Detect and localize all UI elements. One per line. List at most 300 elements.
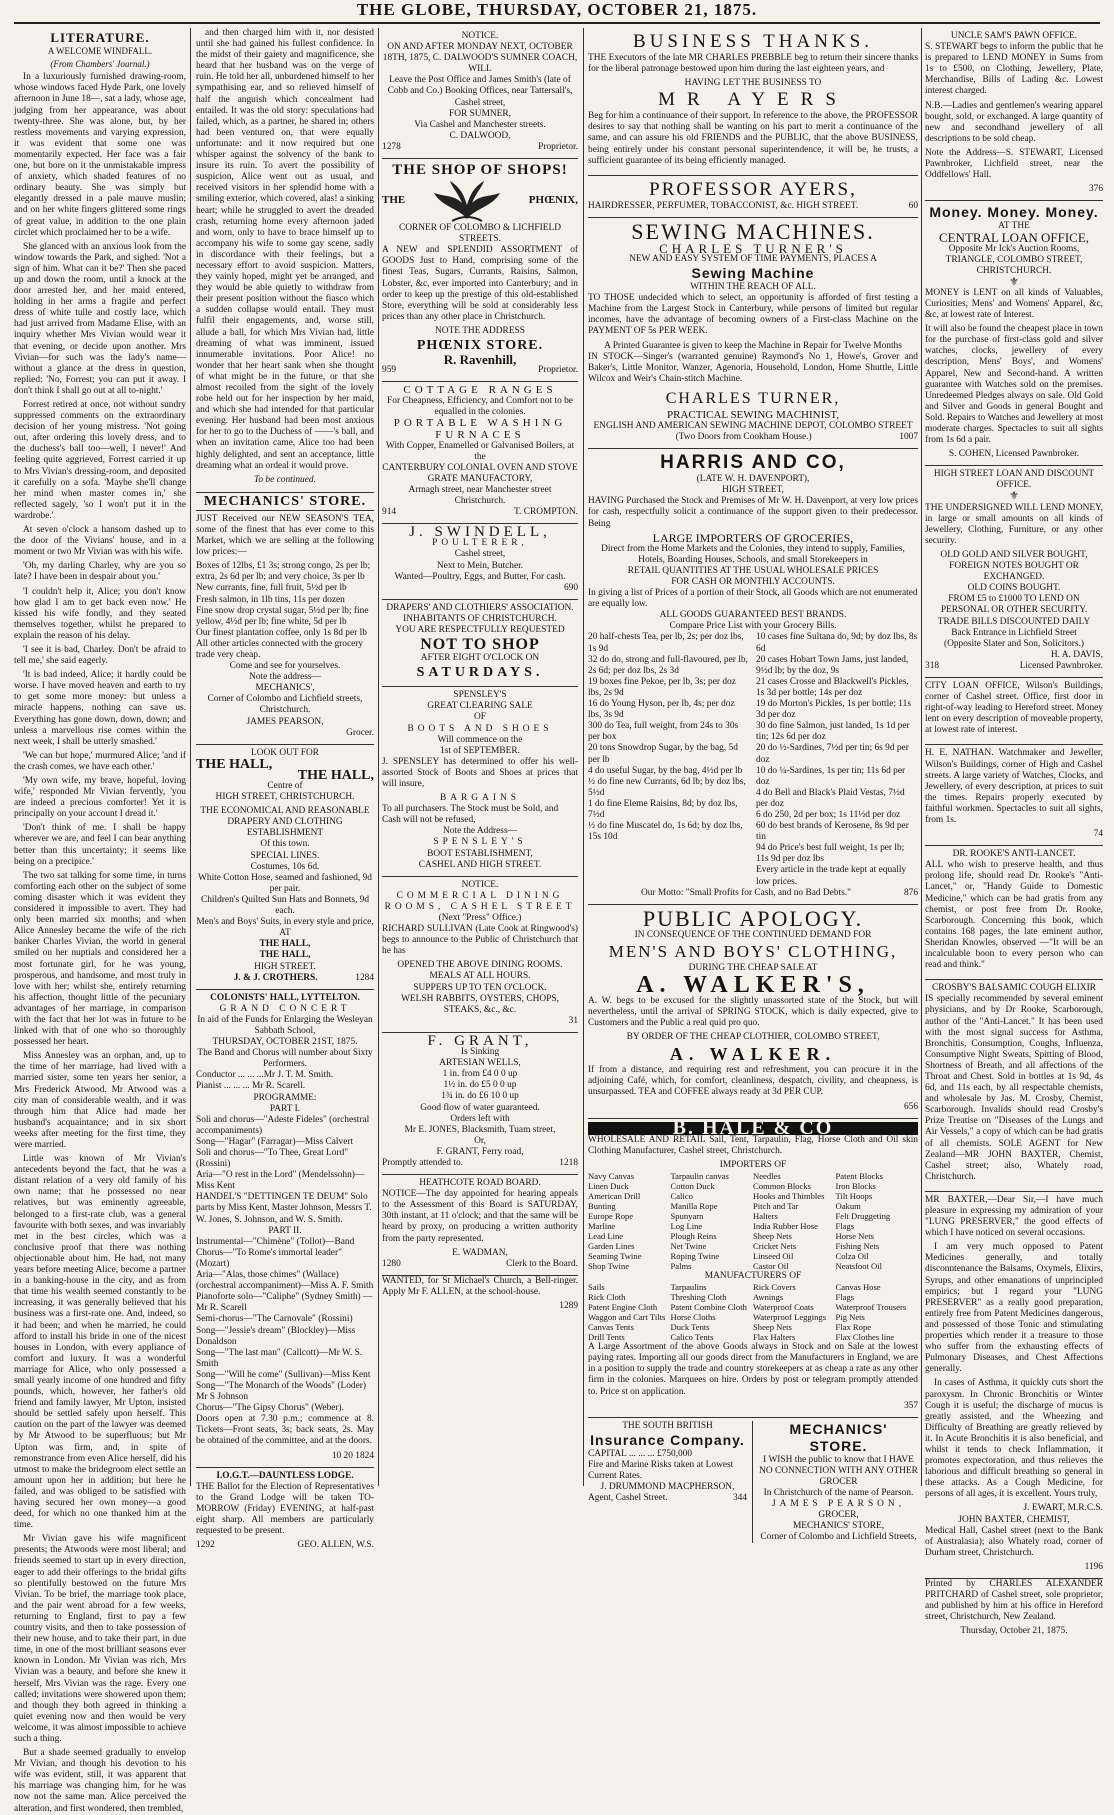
manufacturer-item: Horse Cloths	[670, 1312, 716, 1323]
ad-the-hall	[196, 745, 374, 990]
ad-text: COMMERCIAL DINING ROOMS, CASHEL STREET	[384, 890, 576, 912]
ad-text: A. W. begs to be excused for the slightly unassorted state of the Stock, but will nevertheless, until the arrival of SPRING STOCK, which is daily expected, give to Customers and the Public a real quid pro quo.	[588, 995, 918, 1029]
manufacturer-item: Canvas Hose	[835, 1282, 881, 1293]
manufacturer-item: Pig Nets	[835, 1312, 865, 1323]
ad-text: If from a distance, and requiring rest and refreshment, you can procure it in the adjoining Café, which, for comfort, cleanliness, despatch, civility, and cheapness, is unsurpassed. TEA and COFFEE always ready at 3d PER CUP.	[588, 1065, 918, 1098]
manufacturer-item: Canvas Tents	[588, 1322, 634, 1333]
price-line: 4 do Bell and Black's Plaid Vestas, 7½d per doz	[756, 787, 905, 809]
paragraph: 'Don't think of me. I shall be happy wherever we are, and feel I can bear anything better than this uncertainty; it seems like being on a precipice.'	[14, 823, 186, 867]
price-line: 20 tons Snowdrop Sugar, by the bag, 5d per lb	[588, 743, 738, 765]
ad-text: CASHEL AND HIGH STREET.	[418, 859, 542, 870]
price-line: 32 do do, strong and full-flavoured, per lb, 2s 6d; per doz lbs, 2s 3d	[588, 654, 748, 676]
ad-text: NEW AND EASY SYSTEM OF TIME PAYMENTS, PLACES A	[629, 253, 877, 264]
programme-item: HANDEL'S "DETTINGEN TE DEUM" Solo parts by Miss Kent, Master Johnson, Messrs T. W. Jones, S. Johnson, and W. S. Smith.	[196, 1192, 372, 1225]
ad-text: MONEY is LENT on all kinds of Valuables, Curiosities, Mens' and Womens' Apparel, &c, &c, at lowest rate of Interest.	[925, 287, 1103, 321]
importer-item: Europe Rope	[588, 1211, 634, 1222]
ad-central-loan	[925, 201, 1103, 466]
importer-item: Common Blocks	[753, 1181, 812, 1192]
importer-item: Halters	[753, 1211, 778, 1222]
ad-text: Proprietor.	[538, 141, 578, 152]
importer-item: Needles	[753, 1171, 781, 1182]
ad-signature: S. COHEN, Licensed Pawnbroker.	[948, 449, 1080, 460]
ad-text: THE	[382, 194, 406, 207]
ad-subtitle: GRAND CONCERT	[219, 1003, 351, 1014]
ad-mechanics-store-2	[759, 1421, 918, 1544]
ad-text: In aid of the Funds for Enlarging the Wesleyan Sabbath School,	[197, 1014, 373, 1036]
ad-number: 1278	[382, 141, 401, 152]
ad-title: CENTRAL LOAN OFFICE,	[938, 230, 1090, 246]
ad-title: PROFESSOR AYERS,	[649, 178, 857, 200]
ad-text: To all purchasers. The Stock must be Sold, and Cash will not be refused,	[382, 804, 559, 826]
price-line: 6 do 250, 2d per box; 1s 11½d per doz	[756, 809, 901, 820]
importer-item: Plough Reins	[670, 1231, 717, 1242]
ad-concert	[196, 990, 374, 1468]
section-title: LITERATURE.	[50, 30, 150, 45]
ad-text: A NEW and SPLENDID ASSORTMENT of GOODS Just to Hand, comprising some of the finest Teas, Sugars, Currants, Raisins, Salmon, Lobster, &c, ever imported into Canterbury; and in order to keep up the prestige of this old-established Store, everything will be sold at considerably less prices than any other place in Christchurch.	[382, 245, 578, 322]
ad-text: FOR CASH OR MONTHLY ACCOUNTS.	[671, 577, 835, 587]
column-4	[588, 28, 918, 1543]
ad-title: Sewing Machine	[691, 265, 815, 282]
manufacturer-item: Rick Covers	[753, 1282, 796, 1293]
ad-text: In giving a list of Prices of a portion of their Stock, all Goods which are not enumerated are equally low.	[588, 588, 918, 610]
programme-item: Instrumental—"Chimène" (Tollot)—Band	[196, 1236, 355, 1247]
ad-text: (Two Doors from Cookham House.)	[675, 432, 812, 443]
ad-text: PROGRAMME:	[253, 1092, 317, 1103]
price-line: 19 do Morton's Pickles, 1s per bottle; 11s 3d per doz	[756, 699, 911, 721]
ad-text: BOOTS AND SHOES	[407, 723, 553, 734]
ad-number: 876	[903, 887, 918, 898]
ad-text: HIGH STREET,	[722, 485, 784, 496]
ad-text: SUPPERS UP TO TEN O'CLOCK.	[413, 982, 547, 993]
ad-nathan	[925, 745, 1103, 846]
price-line: 60 do best brands of Kerosene, 8s 9d per tin	[756, 821, 909, 843]
manufacturer-item: Calico Tents	[670, 1332, 714, 1343]
importer-item: Marline	[588, 1221, 616, 1232]
programme-item: Song—"The last man" (Callcott)—Mr W. S. Smith	[196, 1347, 363, 1369]
ad-text: OLD GOLD AND SILVER BOUGHT, FOREIGN NOTES BOUGHT OR EXCHANGED.	[940, 549, 1088, 583]
ad-number: 60	[908, 200, 918, 211]
ad-text: THE Ballot for the Election of Representatives to the Grand Lodge will be taken TO-MORROW (Friday) EVENING, at half-past eight sharp. All members are particularly requested to be present.	[196, 1481, 374, 1537]
ad-text: WITHIN THE REACH OF ALL.	[690, 282, 816, 293]
well-price: 1 in. from £4 0 0 up	[442, 1069, 518, 1080]
manufacturer-item: Flax Rope	[835, 1322, 872, 1333]
importer-item: Iron Blocks	[835, 1181, 876, 1192]
manufacturer-item: Sheep Nets	[753, 1322, 792, 1333]
ad-anti-lancet	[925, 846, 1103, 980]
ad-title: SEWING MACHINES.	[631, 218, 875, 244]
ad-text: (Opposite Slater and Son, Solicitors.)	[943, 638, 1085, 649]
importer-item: Manilla Rope	[670, 1201, 718, 1212]
ad-text: PART I.	[269, 1103, 301, 1114]
ad-title: THE SHOP OF SHOPS!	[392, 162, 568, 179]
ad-spensley	[382, 687, 578, 877]
ad-number: 357	[903, 1400, 918, 1411]
ad-title: UNCLE SAM'S PAWN OFFICE.	[950, 31, 1078, 41]
story-source: (From Chambers' Journal.)	[50, 59, 150, 70]
programme-item: Aria—"O rest in the Lord" (Mendelssohn)—Miss Kent	[196, 1170, 365, 1192]
paragraph: Forrest retired at once, not without sundry suppressed comments on the extraordinary decision of her young mistress. 'Not going out, after ordering this lovely dress, and to the duchess's ball too—well, I never!' And feeling quite aggrieved, Forrest carried it up to Mrs Vivian's dressing-room, and deposited it carefully on a sofa. 'Maybe she'll change her mind when master comes in,' she reflected sagely, 'so I won't put it in the wardrobe.'	[14, 400, 186, 521]
ad-text: ON AND AFTER MONDAY NEXT, OCTOBER 18TH, 1875, C. DALWOOD'S SUMNER COACH,	[382, 42, 578, 64]
ad-text: Come and see for yourselves.	[229, 661, 341, 672]
column-2	[196, 28, 374, 1551]
paragraph: 'Oh, my darling Charley, why are you so late? I have been in despair about you.'	[14, 561, 186, 583]
price-line: 4 do useful Sugar, by the bag, 4½d per lb	[588, 765, 743, 776]
pawn-balls-icon: ⚜	[1009, 275, 1019, 288]
paragraph: 'I couldn't help it, Alice; you don't know how glad I am to get back even now.' He kissed his wife fondly, and they seated themselves together, whilst he prepared to explain the reason of his delay.	[14, 586, 186, 641]
manufacturer-item: Duck Tents	[670, 1322, 710, 1333]
imprint-date: Thursday, October 21, 1875.	[960, 1626, 1068, 1637]
ad-text: I am very much opposed to Patent Medicines generally, and totally disconntenance the Balsams, Oxymels, Elixirs, Syrups, and other emanations of unprincipled empirics; but I regard your "LUNG PRESERVER" as a really good preparation, entirely free from Patent Medicines dangerous, and possessed of those Tonic and stimulating properties which render it a treasure to those who suffer from the exhausting effects of Pulmonary Diseases, and Chest Affections generally.	[925, 1242, 1103, 1375]
price-line: 1 do fine Eleme Raisins, 8d; by doz lbs, 7½d	[588, 798, 738, 820]
ad-poulterer	[382, 524, 578, 600]
ad-text: Fire and Marine Risks taken at Lowest Current Rates.	[588, 1459, 734, 1481]
ad-title: CROSBY'S BALSAMIC COUGH ELIXIR	[932, 983, 1096, 994]
ad-text: Centre of	[267, 781, 303, 791]
paragraph: But a shade seemed gradually to envelop Mr Vivian, and though his devotion to his wife was evident, still, it was apparent that his marriage was changing him, for he was now not the same man. Alice perceived the alteration, and first wondered, then trembled,	[14, 1748, 186, 1814]
ad-text: PHŒNIX,	[528, 194, 578, 207]
paragraph: and then charged him with it, nor desisted until she had gained his fullest confidence. In the midst of their gaiety and magnificence, she heard that her husband was on the verge of ruin. He told her all, unburdened himself to her sympathising ear, and so relieved himself of half the anguish which concealment had entailed. It was the old story: speculations had failed, which, as a partner, he shared in; others had been ventured on, that were equally unfortunate: and it now required but one whisper against the solvency of the bank to insure its ruin. To avert the possibility of suspicion, Alice went out as usual, and received visitors in her splendid home with a smiling exterior, which covered, alas! a sinking heart; while he struggled to avert the dreaded crash, returning home every afternoon jaded and worn, only to have to brace himself up to accompany his wife to some gay scene, sadly in discordance with their feelings, but a necessary effort to avoid suspicion. Matters, they vainly hoped, might yet be arranged, and they would be able quietly to withdraw from their present position without the fiasco which a sudden collapse would entail. They must fulfil their engagements, and, worse still, allude a ball, for which Mrs Vivian had, little dreaming of what was imminent, issued innumerable invitations. Poor Alice! no wonder that her heart sank when she thought of what might be in the future, or that she almost recoiled from the sight of the lovely robe held out for her inspection by her maid, and which she had intended for that particular evening. Her husband had been most anxious for her to go to the Duchess of ——'s ball, and when an invitation came, Alice too had been highly delighted, and sent an acceptance, little dreaming what an ordeal it would prove.	[196, 28, 374, 471]
ad-text: TRADE BILLS DISCOUNTED DAILY	[937, 616, 1091, 627]
ad-text: With Copper, Enamelled or Galvanised Boilers, at the	[385, 440, 575, 462]
paragraph: In a luxuriously furnished drawing-room, whose windows faced Hyde Park, one lovely afternoon in June 18—, sat a lady, whose age, judging from her appearance, was about twenty-three. She was alone, but, by her restless movements and varying expression, it was evident that some one was momentarily expected. Her face was a fair one, but bore on it the unmistakable impress of anxiety, which shaded features of no ordinary beauty. She was simply but elegantly dressed in a pale mauve muslin; and on her white fingers glittered some rings of great value, in addition to the one plain circlet which proclaimed her to be a wife.	[14, 72, 186, 238]
ad-text: ARTESIAN WELLS,	[439, 1058, 521, 1069]
story-body	[14, 72, 186, 1814]
importer-item: Flags	[835, 1221, 855, 1232]
price-line: All other articles connected with the grocery trade very cheap.	[196, 638, 364, 660]
ad-bell-ringer	[382, 1276, 578, 1312]
ad-text: Proprietor.	[538, 365, 578, 376]
ad-text: FROM £5 to £1000 TO LEND ON PERSONAL OR OTHER SECURITY.	[940, 594, 1088, 616]
ad-text: THE ECONOMICAL AND REASONABLE DRAPERY AND CLOTHING ESTABLISHMENT	[200, 806, 370, 839]
importer-item: Bunting	[588, 1201, 616, 1212]
ad-number: 1196	[1084, 1561, 1103, 1572]
ad-title: DR. ROOKE'S ANTI-LANCET.	[952, 849, 1076, 860]
ad-text: F. GRANT, Ferry road,	[436, 1146, 524, 1157]
ad-title: COLONISTS' HALL, LYTTELTON.	[210, 992, 360, 1003]
importer-item: Linen Duck	[588, 1181, 629, 1192]
paragraph: At seven o'clock a hansom dashed up to the door of the Vivians' house, and in a moment or two Mr Vivian was with his wife.	[14, 525, 186, 558]
paragraph: Little was known of Mr Vivian's antecedents beyond the fact, that he was a distant relation of a very old family of his own name; that he possessed no near relatives, but was eminently agreeable, belonged to a first-rate club, was a general favourite with both sexes, and was invariably met in the best circles, which was a conclusive proof that there was nothing objectionable about him. He had, not many years before meeting Alice, become a partner in a banking-house in the city, and as from that time his wealth seemed constantly to be increasing, it was generally believed that his business was a first-rate one. And, indeed, so it had been; and when he married, he could afford to install his bride in one of the nicest houses in London, with every appliance of comfort and luxury. It was a wonderful marriage for Alice, who only possessed a small yearly income of one hundred and fifty pounds, which, however, her father's old friend and family lawyer, Mr Upton, insisted should be settled safely upon herself. This caution on the part of the lawyer was deemed by Mr Atwood to be superfluous; but Mr Upton was firm, and, in spite of remonstrance from even Alice herself, did his utmost to make the bridegroom elect settle an amount upon her in addition; but here he failed, and was obliged to be satisfied with having secured her own money—a good deed, for which no one thanked him at the time.	[14, 1154, 186, 1531]
ad-text: GROCER,	[818, 1510, 859, 1521]
ad-text: ALL who wish to preserve health, and thus prolong life, should read Dr. Rooke's "Anti-Lancet," or, "Handy Guide to Domestic Medicine," which can be had gratis from any chemist, or post free from Dr. Rooke, Scarborough. Concerning this book, which contains 168 pages, the late eminent author, Sheridan Knowles, observed —"It will be an incalculable boon to every person who can read and think."	[925, 860, 1103, 971]
ad-text: MECHANICS',	[255, 683, 315, 694]
ad-text: Good flow of water guaranteed.	[420, 1102, 540, 1113]
ad-text: In Christchurch of the name of Pearson.	[763, 1487, 914, 1498]
importer-item: Navy Canvas	[588, 1171, 635, 1182]
ad-text: A Large Assortment of the above Goods always in Stock and on Sale at the lowest paying rates. Importing all our goods direct from the Manufacturers in England, we are in a position to supply the trade and country storekeepers at as cheap a rate as any other firm in the colonies. Marquees on hire. Orders by post or telegram promptly attended to. Price st on application.	[588, 1342, 918, 1397]
manufacturer-item: Waterproof Coats	[753, 1302, 814, 1313]
manufacturer-item: Flax Clothes line	[835, 1332, 895, 1343]
ad-title: MECHANICS' STORE.	[196, 492, 374, 511]
ad-title: I.O.G.T.—DAUNTLESS LODGE.	[216, 1470, 354, 1481]
well-prices	[382, 1069, 578, 1102]
ad-title: F. GRANT,	[427, 1032, 533, 1049]
programme-item: Aria—"Alas, those chimes" (Wallace) (orchestral accompaniment)—Miss A. F. Smith	[196, 1270, 374, 1292]
ad-text: SPENSLEY'S	[433, 837, 527, 848]
special-line: Men's and Boys' Suits, in every style and price,	[196, 917, 374, 928]
ad-text: Medical Hall, Cashel street (next to the Bank of Australasia); also Whately road, corner of Durham street, Christchurch.	[925, 1525, 1103, 1558]
ad-text: ALL GOODS GUARANTEED BEST BRANDS.	[659, 610, 847, 621]
ad-signature: J. EWART, M.R.C.S.	[1023, 1503, 1103, 1514]
ad-title: HIGH STREET LOAN AND DISCOUNT OFFICE.	[933, 469, 1095, 491]
ad-text: Leave the Post Office and James Smith's (late of Cobb and Co.) Booking Offices, near Tattersall's, Cashel street,	[387, 75, 573, 108]
ad-text: CANTERBURY COLONIAL OVEN AND STOVE GRATE MANUFACTORY,	[382, 462, 578, 484]
ad-number: 10 20 1824	[331, 1450, 374, 1461]
ad-text: Wanted—Poultry, Eggs, and Butter, For cash.	[394, 571, 566, 582]
ad-number: 31	[568, 1015, 578, 1026]
paragraph: 'We can but hope,' murmured Alice; 'and if the crash comes, we have each other.'	[14, 750, 186, 772]
ad-signature: GEO. ALLEN, W.S.	[297, 1540, 374, 1551]
ad-ranges	[382, 382, 578, 524]
ad-text: POULTERER,	[432, 538, 528, 549]
programme-item: Chorus—"To Rome's immortal leader" (Mozart)	[196, 1247, 342, 1269]
ad-signature: J. DRUMMOND MACPHERSON,	[600, 1482, 735, 1493]
importer-item: Fishing Nets	[835, 1241, 880, 1252]
ad-text: LARGE IMPORTERS OF GROCERIES,	[652, 530, 854, 545]
ad-business-thanks	[588, 28, 918, 176]
ad-text: LOOK OUT FOR	[250, 747, 320, 758]
ad-text: INHABITANTS OF CHRISTCHURCH.	[403, 613, 557, 624]
ad-number: 959	[382, 365, 397, 376]
ad-text: IN CONSEQUENCE OF THE CONTINUED DEMAND FOR	[634, 929, 872, 940]
ad-title: COTTAGE RANGES	[403, 384, 557, 397]
ad-text: J. SPENSLEY has determined to offer his well-assorted Stock of Boots and Shoes at prices that will insure,	[382, 756, 578, 789]
programme-item: Soli and chorus—"Adeste Fideles" (orchestral accompaniments)	[196, 1114, 370, 1136]
programme-item: Pianoforte solo—"Caliphe" (Sydney Smith) —Mr R. Scarell	[196, 1292, 373, 1314]
ad-title: THE HALL,	[259, 950, 311, 961]
price-list	[196, 561, 374, 661]
importer-item: Linseed Oil	[753, 1251, 794, 1262]
ad-text: IMPORTERS OF	[719, 1159, 787, 1170]
importer-item: Colza Oil	[835, 1251, 869, 1262]
ad-number: 914	[382, 507, 397, 518]
ad-baxter	[925, 1192, 1103, 1579]
ad-text: Conductor ... ... ...Mr J. T. M. Smith.	[196, 1070, 334, 1081]
importer-item: Hooks and Thimbles	[753, 1191, 825, 1202]
ad-coach	[382, 28, 578, 159]
price-line: 20 do ½-Sardines, 7½d per tin; 6s 9d per doz	[756, 743, 909, 765]
column-divider	[190, 28, 191, 1486]
ad-text: Direct from the Home Markets and the Colonies, they intend to supply, Families, Hotels, Boarding Houses, Schools, and small Storekeepers in	[601, 543, 905, 565]
ad-text: Corner of Colombo and Lichfield Streets,	[760, 1532, 917, 1543]
price-line: ½ do fine Muscatel do, 1s 6d; by doz lbs, 15s 10d	[588, 821, 743, 843]
importer-item: Garden Lines	[588, 1241, 635, 1252]
price-line: Boxes of 12lbs, £1 3s; strong congo, 2s per lb; extra, 2s 6d per lb; and very choice, 3s per lb	[196, 561, 371, 583]
ad-text: Compare Price List with your Grocery Bills.	[669, 621, 837, 632]
ad-text: Next to Mein, Butcher.	[436, 560, 524, 571]
price-line: 16 do Young Hyson, per lb, 4s; per doz lbs, 3s 9d	[588, 699, 735, 721]
price-line: New currants, fine, full fruit, 5½d per lb	[196, 583, 347, 594]
ad-text: Note the Address—S. STEWART, Licensed Pawnbroker, Lichfield street, near the Oddfellows' Hall.	[925, 147, 1103, 181]
importer-item: Tilt Hoops	[835, 1191, 873, 1202]
ad-number: 376	[1088, 184, 1103, 195]
ad-text: I WISH the public to know that I HAVE NO CONNECTION WITH ANY OTHER GROCER	[759, 1454, 918, 1487]
ad-text: DURING THE CHEAP SALE AT	[688, 962, 818, 973]
importer-item: Roping Twine	[670, 1251, 720, 1262]
price-line: 19 boxes fine Pekoe, per lb, 3s; per doz lbs, 2s 9d	[588, 676, 736, 698]
importer-item: Spunyarn	[670, 1211, 704, 1222]
ad-text: Mr E. JONES, Blacksmith, Tuam street,	[404, 1124, 556, 1135]
importer-item: Felt Druggeting	[835, 1211, 891, 1222]
ad-text: CAPITAL ... ... ... £750,000	[588, 1448, 693, 1459]
ad-text: WANTED, for St Michael's Church, a Bell-ringer. Apply Mr F. ALLEN, at the school-house.	[382, 1275, 578, 1297]
ad-text: SPECIAL LINES.	[250, 850, 320, 861]
ad-city-loan	[925, 678, 1103, 745]
ad-drapers	[382, 600, 578, 687]
ad-south-british	[588, 1421, 753, 1544]
ad-text: HAVING LET THE BUSINESS TO	[684, 78, 822, 89]
programme-item: Song—"Jessie's dream" (Blockley)—Miss Donaldson	[196, 1325, 356, 1347]
ad-text: THE SOUTH BRITISH	[622, 1420, 713, 1431]
ad-title: HEATHCOTE ROAD BOARD.	[419, 1178, 541, 1189]
ad-number: 74	[1093, 829, 1103, 840]
story-title: A WELCOME WINDFALL.	[47, 46, 153, 57]
manufacturer-item: Flags	[835, 1292, 855, 1303]
ad-dining-rooms	[382, 877, 578, 1033]
price-line: Fine snow drop crystal sugar, 5½d per lb; fine yellow, 4½d per lb; fine white, 5d per lb	[196, 605, 369, 627]
manufacturer-item: Flax Halters	[753, 1332, 796, 1343]
ad-text: HAIRDRESSER, PERFUMER, TOBACCONIST, &c. HIGH STREET.	[588, 200, 859, 211]
ad-text: Promptly attended to.	[382, 1157, 463, 1168]
ad-signature: JAMES PEARSON,	[246, 716, 324, 727]
ad-title: A. WALKER.	[669, 1044, 837, 1065]
ad-text: MANUFACTURERS OF	[704, 1271, 802, 1282]
manufacturer-item: Tarpaulins	[670, 1282, 707, 1293]
ad-text: The Band and Chorus will number about Sixty Performers.	[197, 1048, 373, 1070]
ad-harris	[588, 449, 918, 905]
ad-title: B. HALE & CO	[588, 1122, 918, 1135]
ad-text: WILL	[468, 64, 492, 75]
importer-item: Palms	[670, 1261, 692, 1272]
paragraph: Miss Annesley was an orphan, and, up to the time of her marriage, had lived with a married sister, some ten years her senior, a Mrs Frederick Atwood. Mr Atwood was a city man of considerable wealth, and it was through him that Alice had made her husband's acquaintance; and in six short weeks after meeting for the first time, they were married.	[14, 1051, 186, 1150]
ad-title: Insurance Company.	[590, 1431, 745, 1448]
ad-text: HAVING Purchased the Stock and Premises of Mr W. H. Davenport, at very low prices for cash, respectfully solicit a continuance of the support given to their predecessor. Being	[588, 496, 918, 529]
importer-item: Oakum	[835, 1201, 861, 1212]
ad-text: BY ORDER OF THE CHEAP CLOTHIER, COLOMBO STREET,	[626, 1032, 880, 1043]
column-divider	[378, 28, 379, 1486]
programme-part-1	[196, 1115, 374, 1226]
programme-item: Song—"Hagar" (Farragar)—Miss Calvert	[196, 1136, 354, 1147]
programme-item: Chorus—"The Gipsy Chorus" (Weber).	[196, 1403, 345, 1414]
ad-text: It will also be found the cheapest place in town for the purchase of first-class gold and silver watches, clocks, jewellery of every description, Mens' Boys', and Womens' Apparel, New and Second-hand. A written guarantee with Watches sold on the premises. Unredeemed Pledges always on sale. Old Gold and Silver and Goods in general Bought and Sold. Repairs to Watches and Jewellery at most moderate charges. Spectacles to suit all sights from 1s 6d a pair.	[925, 324, 1103, 446]
ad-text: Opposite Mr Ick's Auction Rooms,	[948, 243, 1080, 254]
importer-item: Cricket Nets	[753, 1241, 797, 1252]
ad-text: MR BAXTER,—Dear Sir,—I have much pleasure in expressing my admiration of your "LUNG PRESERVER," the good effects of which I have noticed on several occasions.	[925, 1194, 1103, 1239]
ad-text: MEALS AT ALL HOURS.	[429, 971, 531, 982]
ad-text: CITY LOAN OFFICE, Wilson's Buildings, corner of Cashel street. Office, first door in right-of-way leading to Hereford street. Money lent on every description of moveable property, at lowest rate of interest.	[925, 680, 1103, 736]
ad-number: 1292	[196, 1540, 215, 1551]
ad-text: OPENED THE ABOVE DINING ROOMS.	[397, 960, 563, 971]
paragraph: She glanced with an anxious look from the window towards the Park, and sighed. 'Not a sign of him. What can it be?' Then she paced up and down the room, until a knock at the door arrested her, and her maid entered, holding in her arms a fragile and perfect dress of white tulle and costly lace, which had just arrived from Madame Elise, with an inquiry whether Mrs Vivian would wear it that evening, or decide upon another. Mrs Vivian—for such was the lady's name—without a glance at the dress in question, replied: 'No, Forrest; you can put it away. I don't think I shall go out at all to-night.'	[14, 241, 186, 396]
column-5	[925, 28, 1103, 1637]
ad-text: PRACTICAL SEWING MACHINIST,	[666, 408, 840, 421]
ad-professor-ayers	[588, 176, 918, 218]
ad-title: NOTICE.	[461, 879, 499, 890]
ad-text: N.B.—Ladies and gentlemen's wearing apparel bought, sold, or exchanged. A large quantity of new and secondhand jewellery of all descriptions to be sold cheap.	[925, 100, 1103, 144]
manufacturer-item: Patent Engine Cloth	[588, 1302, 658, 1313]
ad-text: A Printed Guarantee is given to keep the Machine in Repair for Twelve Months	[604, 340, 902, 351]
ad-text: THE UNDERSIGNED WILL LEND MONEY, in large or small amounts on all kinds of Jewellery, Clothing, Furniture, or any other security.	[925, 502, 1103, 546]
ad-text: Beg for him a continuance of their support. In reference to the above, the PROFESSOR desires to say that nothing shall be wanting on his part to merit a continuance of the same, and can assure his old FRIENDS and the PUBLIC, that the above BUSINESS, being entirely under his constant personal superintendence, it will be, he trusts, a sufficient guarantee of its being efficiently managed.	[588, 111, 918, 166]
masthead: THE GLOBE, THURSDAY, OCTOBER 21, 1875.	[356, 0, 758, 19]
ad-number: 690	[563, 582, 578, 593]
paragraph: 'My own wife, my brave, hopeful, loving wife,' responded Mr Vivian fervently, 'you are indeed a precious comforter! Yet it is principally on your account I dread it.'	[14, 776, 186, 820]
ad-title: THE HALL,	[196, 756, 273, 772]
manufacturer-item: Waterproof Leggings	[753, 1312, 827, 1323]
ad-number: 1218	[559, 1157, 578, 1168]
ad-text: Back Entrance in Lichfield Street	[951, 627, 1077, 638]
masthead-rule	[14, 22, 1100, 24]
importer-item: Neatsfoot Oil	[835, 1261, 883, 1272]
price-list-right	[756, 632, 918, 887]
price-line: ½ do fine new Currants, 6d lb; by doz lbs, 5½d	[588, 776, 746, 798]
ad-text: WHOLESALE AND RETAIL Sail, Tent, Tarpaulin, Flag, Horse Cloth and Oil skin Clothing Manufacturer, Cashel street, Christchurch.	[588, 1134, 918, 1156]
ad-text: AT	[279, 928, 291, 939]
ad-text: In cases of Asthma, it quickly cuts short the paroxysm. In Chronic Bronchitis or Winter Cough it is useful; the discharge of mucus is greatly assisted, and the Wheezing and Difficulty of Breathing are greatly relieved by it. In Acute Bronchitis it is also beneficial, and whilst it tends to check Inflammation, it promotes expectoration, and thus relieves the laborious and difficult breathing so general in these attacks. As a Cough Medicine, for persons of all ages, it is excellent. Yours truly,	[925, 1378, 1103, 1500]
ad-text: AT THE	[998, 221, 1030, 232]
ad-text: BOOT ESTABLISHMENT,	[427, 848, 533, 859]
column-literature	[14, 28, 186, 1814]
ad-title: PHŒNIX STORE.	[416, 337, 544, 353]
importer-item: Patent Blocks	[835, 1171, 884, 1182]
importer-item: Shop Twine	[588, 1261, 630, 1272]
ad-text: RICHARD SULLIVAN (Late Cook at Ringwood's) begs to announce to the Public of Christchurch that he has	[382, 924, 578, 957]
ad-title: NOTICE.	[461, 31, 499, 41]
ad-sewing-machines	[588, 218, 918, 449]
ad-text: Via Cashel and Manchester streets.	[414, 119, 546, 130]
ad-title: J. SWINDELL,	[409, 524, 551, 541]
programme-item: Song—"Will he come" (Sullivan)—Miss Kent	[196, 1369, 371, 1380]
manufacturer-item: Awnings	[753, 1292, 784, 1303]
ad-text: (LATE W. H. DAVENPORT),	[696, 474, 810, 485]
paragraph: 'I see it is bad, Charley. Don't be afraid to tell me,' she said eagerly.	[14, 644, 186, 667]
phoenix-icon	[432, 179, 502, 223]
ad-number: 1007	[899, 432, 918, 443]
price-list-left	[588, 632, 750, 887]
price-line: 21 cases Crosse and Blackwell's Pickles, 1s 3d per bottle; 14s per doz	[756, 676, 909, 698]
ad-title: A. WALKER'S,	[636, 971, 870, 998]
ad-title: HARRIS AND CO,	[660, 452, 846, 474]
ad-text: S. STEWART begs to inform the public that he is prepared to LEND MONEY in Sums from 1s to £500, on Clothing, Jewellery, Plate, Merchandise, Bills of Lading &c. Lowest interest charged.	[925, 42, 1103, 97]
ad-text: AFTER EIGHT O'CLOCK ON	[420, 653, 540, 664]
manufacturer-item: Waggon and Cart Tilts	[588, 1312, 666, 1323]
programme-item: Song—"The Monarch of the Woods" (Loder) Mr S Johnson	[196, 1380, 366, 1403]
paragraph: The two sat talking for some time, in turns comforting each other on the subject of some coming disaster which it was evident they considered it impossible to avert. They had only been married six months; and when Alice Annesley became the wife of the rich banker Charles Vivian, the world in general smiled on her nuptials and considered her a most fortunate girl, for he was young, prosperous, and handsome, and most truly in love with her; whilst she, entirely returning his affection, thought little of the pecuniary advantages of her marriage, in comparison with the fact that her lot was in future to be linked with that of one who so thoroughly possessed her heart.	[14, 870, 186, 1048]
ad-number: 656	[903, 1101, 918, 1112]
ad-text: BARGAINS	[440, 793, 520, 804]
column-3	[382, 28, 578, 1486]
manufacturer-item: Threshing Cloth	[670, 1292, 727, 1303]
price-line: 10 cases fine Sultana do, 9d; by doz lbs, 8s 6d	[756, 632, 918, 654]
ad-number: 1284	[355, 972, 374, 983]
ad-text: Licensed Pawnbroker.	[1019, 660, 1103, 671]
column-divider	[583, 28, 584, 1486]
ad-text: PART II.	[268, 1225, 302, 1236]
ad-artesian-wells	[382, 1033, 578, 1175]
ad-text: Cashel street,	[454, 549, 506, 560]
price-line: 20 cases Hobart Town Jams, just landed, 9½d lb; by the doz, 9s	[756, 654, 909, 676]
ad-signature: JOHN BAXTER, CHEMIST,	[958, 1514, 1070, 1525]
ad-text: FOR SUMNER,	[449, 108, 511, 119]
ad-text: IS specially recommended by several eminent physicians, and by Dr Rooke, Scarborough, author of the "Anti-Lancet." It has been used with the most signal success for Asthma, Bronchitis, Consumption, Coughs, Influenza, Consumptive Night Sweats, Spitting of Blood, Shortness of Breath, and all affections of the Throat and Chest. Sold in bottles at 1s 9d, 4s 6d, and 11s each, by all respectable chemists, and wholesale by Jas. M. Crosby, Chemist, Scarborough. Invalids should read Crosby's Prize Treatise on "Diseases of the Lungs and Air Vessels," a copy of which can be had gratis of all chemists. SOLE AGENT for New Zealand—MR JOHN BAXTER, Chemist, Cashel street; also, Whately road, Christchurch.	[925, 994, 1103, 1182]
ad-number: 1280	[382, 1258, 401, 1269]
ad-title: SATURDAYS.	[416, 665, 544, 681]
manufacturer-item: Rick Cloth	[588, 1292, 626, 1303]
ad-text: OLD COINS BOUGHT.	[967, 583, 1061, 594]
ad-signature: C. DALWOOD,	[449, 130, 511, 141]
programme-part-2	[196, 1237, 374, 1415]
well-price: 1¾ in. do £6 10 0 up	[441, 1091, 519, 1102]
